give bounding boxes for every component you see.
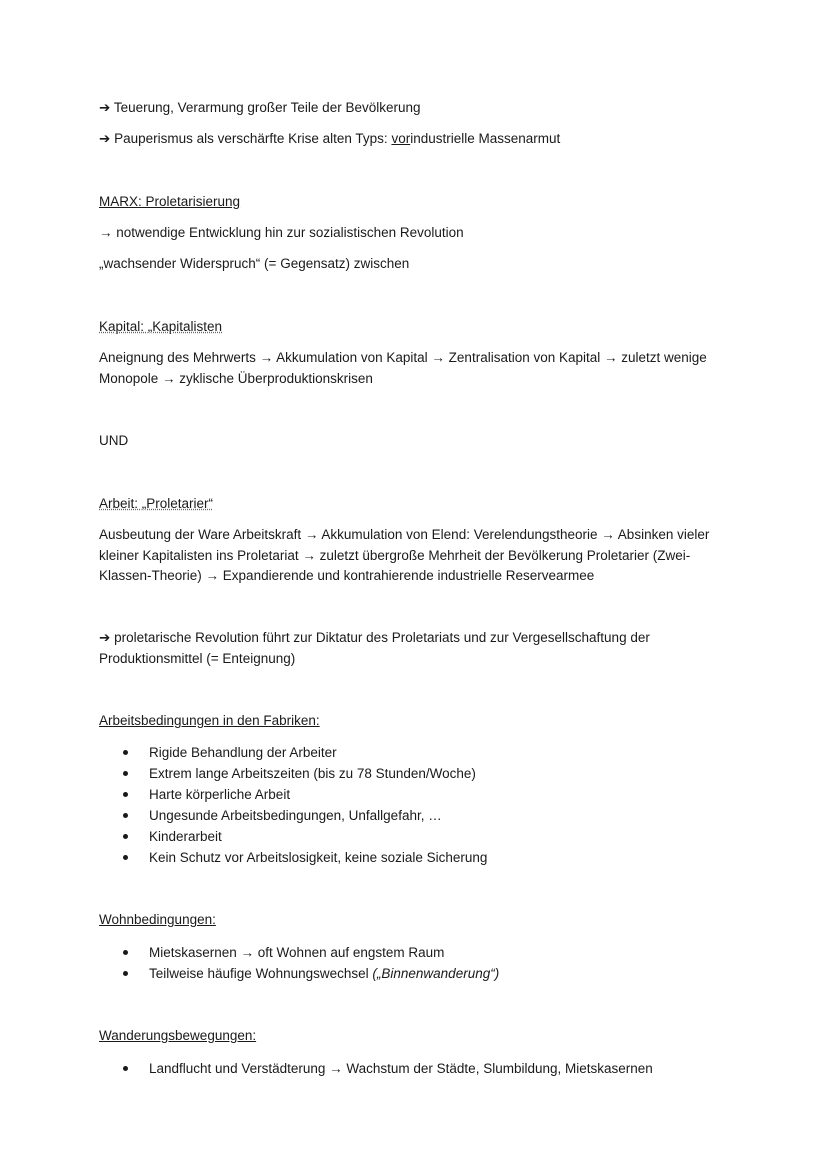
list-item: Rigide Behandlung der Arbeiter — [99, 742, 487, 763]
text-line-widerspruch: „wachsender Widerspruch“ (= Gegensatz) zwischen — [99, 256, 410, 271]
list-item: Harte körperliche Arbeit — [99, 784, 487, 805]
list-item: Teilweise häufige Wohnungswechsel („Binnenwanderung“) — [99, 963, 499, 984]
heading-wohnbedingungen: Wohnbedingungen: — [99, 912, 216, 927]
heading-marx: MARX: Proletarisierung — [99, 194, 241, 209]
list-item: Extrem lange Arbeitszeiten (bis zu 78 Stunden/Woche) — [99, 763, 487, 784]
list-item: Kinderarbeit — [99, 826, 487, 847]
paragraph-arbeit: Ausbeutung der Ware Arbeitskraft → Akkumulation von Elend: Verelendungstheorie → Absinken vieler kleiner Kapitalisten ins Proletariat → zuletzt übergroße Mehrheit der Bevölkerung Proletarier (Zwei-Klassen-Theorie) → Expandierende und kontrahierende industrielle Reservearmee — [99, 527, 710, 583]
text-line-pauperismus: ➔ Pauperismus als verschärfte Krise alten Typs: vorindustrielle Massenarmut — [99, 131, 561, 146]
text-line-entwicklung: → notwendige Entwicklung hin zur sozialistischen Revolution — [99, 225, 464, 240]
list-item: Kein Schutz vor Arbeitslosigkeit, keine soziale Sicherung — [99, 847, 487, 868]
list-item: Mietskasernen → oft Wohnen auf engstem Raum — [99, 942, 499, 963]
text-und: UND — [99, 433, 129, 448]
list-item: Landflucht und Verstädterung → Wachstum der Städte, Slumbildung, Mietskasernen — [99, 1058, 653, 1079]
heading-arbeit: Arbeit: „Proletarier“ — [99, 496, 214, 511]
heading-kapital: Kapital: „Kapitalisten — [99, 319, 223, 334]
paragraph-revolution: ➔ proletarische Revolution führt zur Diktatur des Proletariats und zur Vergesellschaftung der Produktionsmittel (= Enteignung) — [99, 630, 650, 666]
list-wohnbedingungen — [99, 942, 499, 984]
arrow-icon: ➔ — [99, 100, 111, 115]
list-item: Ungesunde Arbeitsbedingungen, Unfallgefahr, … — [99, 805, 487, 826]
list-arbeitsbedingungen — [99, 742, 487, 868]
paragraph-kapital: Aneignung des Mehrwerts → Akkumulation von Kapital → Zentralisation von Kapital → zuletzt wenige Monopole → zyklische Überproduktionskrisen — [99, 350, 707, 386]
text-line-teuerung: ➔ Teuerung, Verarmung großer Teile der Bevölkerung — [99, 100, 421, 115]
list-wanderungsbewegungen — [99, 1058, 653, 1079]
heading-arbeitsbedingungen: Arbeitsbedingungen in den Fabriken: — [99, 713, 320, 728]
heading-wanderungsbewegungen: Wanderungsbewegungen: — [99, 1028, 257, 1043]
arrow-icon: ➔ — [99, 630, 111, 645]
arrow-icon: ➔ — [99, 131, 111, 146]
